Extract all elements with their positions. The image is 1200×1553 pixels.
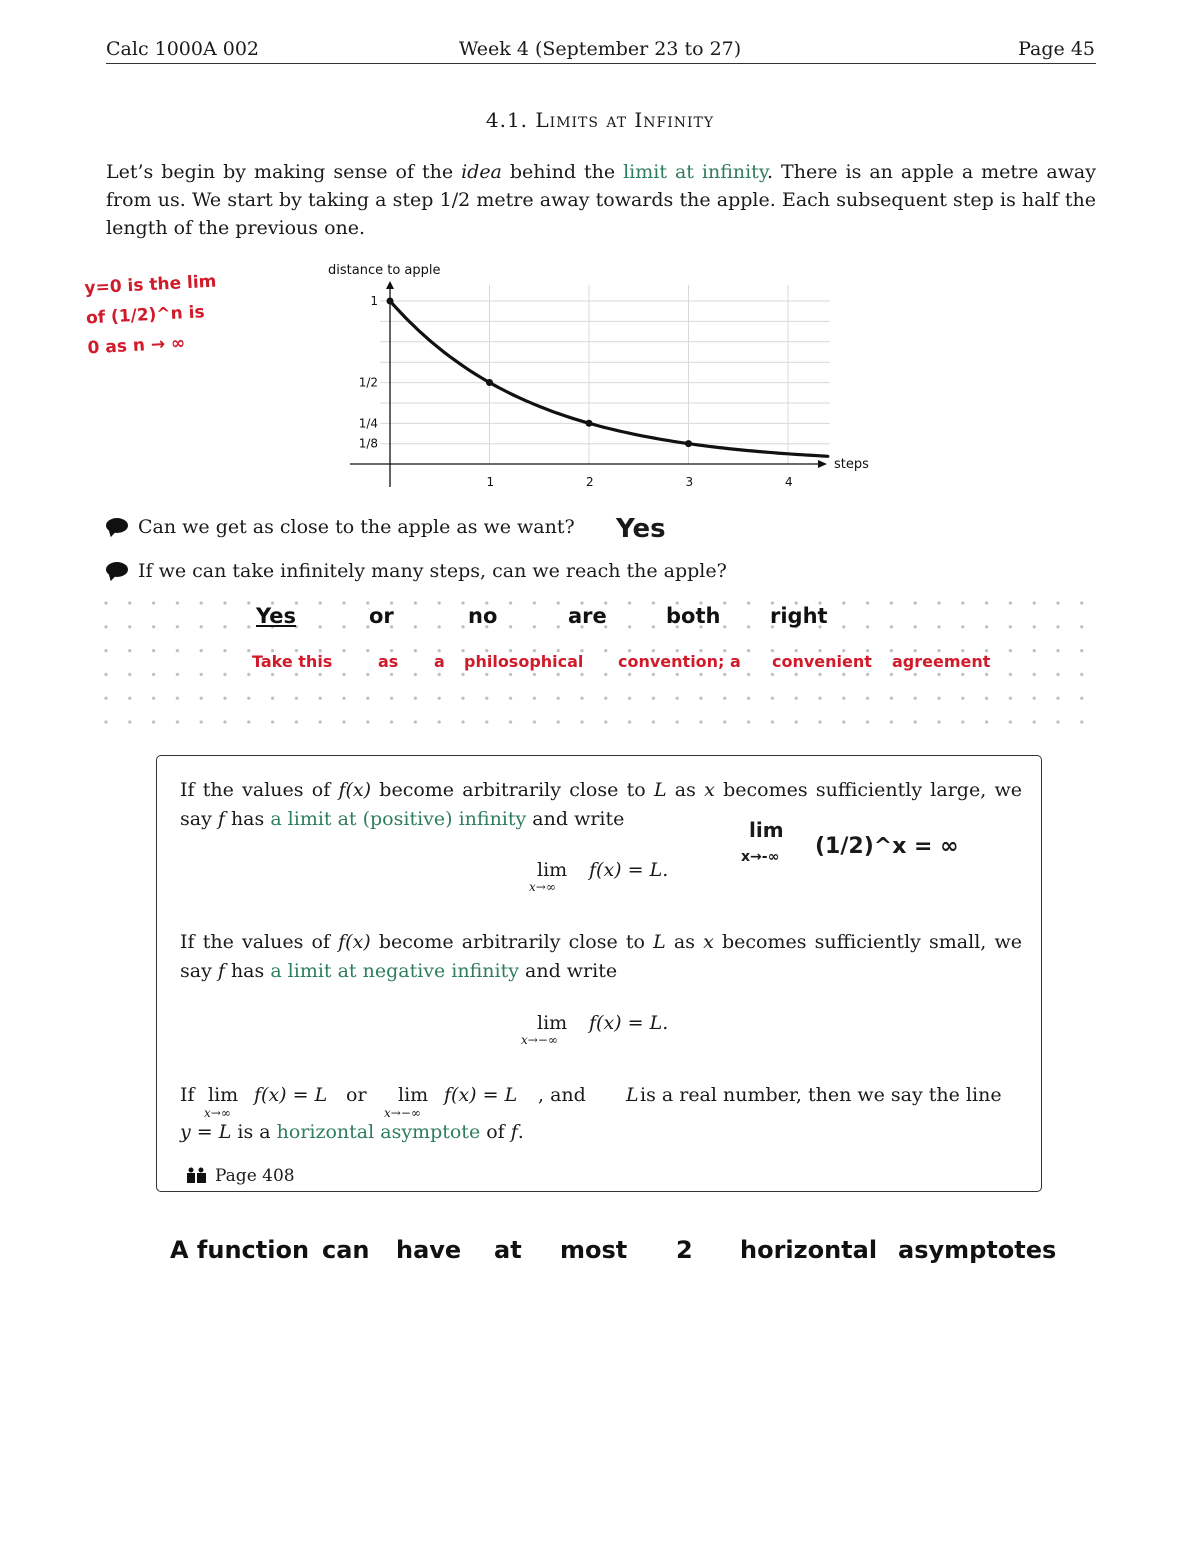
hw-bottom-word: asymptotes bbox=[898, 1236, 1057, 1264]
hw-red-word: agreement bbox=[892, 652, 991, 671]
asym-lim-1: lim bbox=[208, 1084, 239, 1106]
def-text: If the values of bbox=[180, 931, 339, 953]
asym-eq-2: f(x) = L bbox=[444, 1084, 518, 1106]
intro-text-3: . There is an apple a metre away from us. We start by taking a step 1/2 metre away towards the apple. Each subsequent step is half the length of the previous one. bbox=[106, 161, 1096, 239]
x-tick-label: 1 bbox=[486, 475, 495, 489]
def-math: y = L bbox=[180, 1121, 232, 1143]
def-text: as bbox=[665, 931, 704, 953]
eq1-rhs: f(x) = L. bbox=[589, 859, 669, 881]
data-point bbox=[586, 420, 593, 427]
y-tick-label: 1/8 bbox=[358, 436, 378, 451]
header-course: Calc 1000A 002 bbox=[106, 38, 260, 60]
hw-red-word: convention; a bbox=[618, 652, 741, 671]
y-tick-label: 1/4 bbox=[358, 416, 378, 431]
eq1-lim: lim bbox=[537, 859, 568, 881]
hw-lim-sub: x→-∞ bbox=[741, 849, 780, 865]
hw-word: both bbox=[666, 604, 721, 628]
y-axis-label: distance to apple bbox=[328, 263, 441, 278]
term-limit-negative-infinity: a limit at negative infinity bbox=[270, 960, 519, 982]
data-point bbox=[387, 298, 394, 305]
asymptote-definition-line2 bbox=[180, 1121, 524, 1143]
header-week: Week 4 (September 23 to 27) bbox=[458, 38, 742, 60]
def-text: If the values of bbox=[180, 779, 339, 801]
hw-bottom-word: have bbox=[396, 1236, 462, 1264]
def-text: and write bbox=[526, 808, 625, 830]
def-math: f bbox=[510, 1121, 518, 1143]
def-text: . bbox=[517, 1121, 524, 1143]
eq2-sub: x→−∞ bbox=[521, 1033, 558, 1047]
hw-word: are bbox=[568, 604, 607, 628]
term-horizontal-asymptote: horizontal asymptote bbox=[276, 1121, 481, 1143]
def-text: becomes sufficiently large, we say bbox=[180, 779, 1022, 830]
section-title: 4.1. Limits at Infinity bbox=[485, 108, 715, 132]
hw-bottom-word: most bbox=[560, 1236, 628, 1264]
def-math: f bbox=[217, 960, 225, 982]
hw-red-word: philosophical bbox=[464, 652, 584, 671]
def-text: and write bbox=[518, 960, 618, 982]
eq1-sub: x→∞ bbox=[529, 880, 556, 894]
def-text: of bbox=[480, 1121, 511, 1143]
def-math: f(x) bbox=[338, 931, 371, 953]
hw-word: or bbox=[369, 604, 394, 628]
chart-grid bbox=[380, 285, 830, 464]
margin-note-line2: of (1/2)^n is bbox=[85, 302, 206, 329]
hw-lim-expr: (1/2)^x = ∞ bbox=[815, 834, 959, 859]
y-tick-label: 1/2 bbox=[358, 375, 378, 390]
data-point bbox=[685, 440, 692, 447]
hw-lim: lim bbox=[749, 818, 784, 842]
asym-sub-1: x→∞ bbox=[204, 1106, 231, 1120]
intro-paragraph bbox=[106, 158, 1096, 242]
book-icon bbox=[187, 1167, 209, 1183]
def-text: become arbitrarily close to bbox=[370, 931, 654, 953]
hw-bottom-word: horizontal bbox=[740, 1236, 878, 1264]
term-limit-positive-infinity: a limit at (positive) infinity bbox=[270, 808, 527, 830]
bottom-handwritten-note bbox=[170, 1236, 1070, 1276]
intro-text-2: behind the bbox=[501, 161, 624, 183]
series-line bbox=[390, 301, 828, 456]
def-text: has bbox=[224, 960, 271, 982]
def-math: f(x) bbox=[338, 779, 372, 801]
speech-bubble-icon bbox=[106, 518, 128, 533]
def-text: becomes sufficiently small, we say bbox=[180, 931, 1022, 982]
def-math: L bbox=[626, 1084, 639, 1106]
margin-note bbox=[84, 267, 221, 364]
question-2-text: If we can take infinitely many steps, can we reach the apple? bbox=[138, 560, 727, 582]
x-tick-label: 3 bbox=[685, 475, 694, 489]
def-text: has bbox=[224, 808, 271, 830]
definition-positive-infinity bbox=[180, 776, 1022, 834]
question-1 bbox=[106, 516, 575, 538]
asym-lim-2: lim bbox=[398, 1084, 429, 1106]
hw-red-word: Take this bbox=[252, 652, 333, 671]
hw-word: no bbox=[468, 604, 498, 628]
hw-bottom-word: 2 bbox=[676, 1236, 693, 1264]
eq2-lim: lim bbox=[537, 1012, 568, 1034]
definition-box bbox=[156, 755, 1042, 1192]
def-text: , and bbox=[538, 1084, 586, 1106]
hw-bottom-word: at bbox=[494, 1236, 522, 1264]
speech-bubble-icon bbox=[106, 562, 128, 577]
x-tick-label: 2 bbox=[586, 475, 594, 489]
hw-word: right bbox=[770, 604, 828, 628]
def-text: as bbox=[666, 779, 705, 801]
term-limit-at-infinity: limit at infinity bbox=[623, 161, 768, 183]
def-math: x bbox=[703, 931, 714, 953]
def-math: L bbox=[653, 779, 667, 801]
asym-eq-1: f(x) = L bbox=[254, 1084, 328, 1106]
data-point bbox=[486, 379, 493, 386]
header-rule bbox=[106, 63, 1096, 64]
reference-page: Page 408 bbox=[215, 1166, 295, 1186]
def-text: become arbitrarily close to bbox=[371, 779, 654, 801]
hw-word: Yes bbox=[256, 604, 297, 628]
hw-red-word: as bbox=[378, 652, 399, 671]
question-2 bbox=[106, 560, 727, 582]
y-tick-label: 1 bbox=[370, 294, 378, 308]
x-axis-arrow-icon bbox=[818, 460, 827, 468]
def-math: f bbox=[217, 808, 225, 830]
x-tick-label: 4 bbox=[785, 475, 793, 489]
answer-1-handwritten: Yes bbox=[616, 514, 666, 544]
def-text: is a bbox=[231, 1121, 277, 1143]
def-text: is a real number, then we say the line bbox=[640, 1084, 1002, 1106]
margin-note-line3: 0 as n → ∞ bbox=[87, 333, 186, 359]
definition-negative-infinity bbox=[180, 928, 1022, 986]
x-axis-label: steps bbox=[834, 457, 869, 472]
margin-note-line1: y=0 is the lim bbox=[83, 271, 217, 299]
hw-bottom-word: A function bbox=[170, 1236, 310, 1264]
asym-sub-2: x→−∞ bbox=[384, 1106, 421, 1120]
intro-idea: idea bbox=[461, 161, 502, 183]
header-page: Page 45 bbox=[1018, 38, 1095, 60]
def-math: L bbox=[653, 931, 666, 953]
def-math: x bbox=[704, 779, 715, 801]
question-1-text: Can we get as close to the apple as we want? bbox=[138, 516, 575, 538]
def-text: If bbox=[180, 1084, 195, 1106]
eq2-rhs: f(x) = L. bbox=[589, 1012, 669, 1034]
hw-red-word: convenient bbox=[772, 652, 872, 671]
apple-distance-chart bbox=[300, 255, 900, 495]
intro-text-1: Let’s begin by making sense of the bbox=[106, 161, 462, 183]
y-axis-arrow-icon bbox=[386, 281, 394, 289]
hw-red-word: a bbox=[434, 652, 445, 671]
hw-bottom-word: can bbox=[322, 1236, 370, 1264]
def-text: or bbox=[346, 1084, 367, 1106]
textbook-reference bbox=[187, 1166, 295, 1186]
